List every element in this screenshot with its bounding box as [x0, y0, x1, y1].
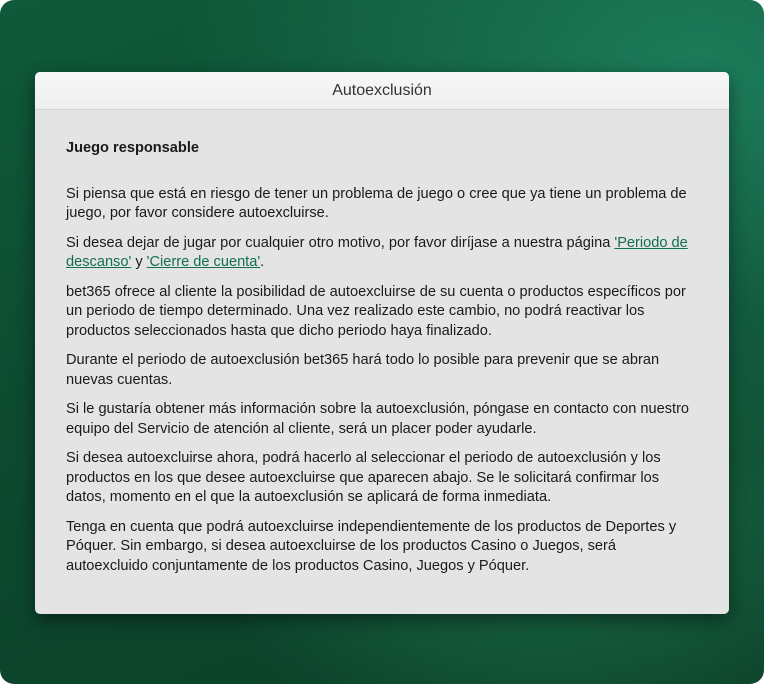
- paragraph-products-note: Tenga en cuenta que podrá autoexcluirse independientemente de los productos de Deportes y Póquer. Sin embargo, si desea autoexcluirse de los productos Casino o Juegos, será autoexcluido conjuntamente de los productos Casino, Juegos y Póquer.: [66, 518, 677, 574]
- dialog-title: Autoexclusión: [332, 81, 432, 99]
- paragraph-conjunction: y: [131, 254, 147, 270]
- paragraph-other-reasons-text: Si desea dejar de jugar por cualquier otro motivo, por favor diríjase a nuestra página: [66, 234, 615, 251]
- paragraph-contact: Si le gustaría obtener más información sobre la autoexclusión, póngase en contacto con nuestro equipo del Servicio de atención al cliente, será un placer poder ayudarle.: [66, 401, 690, 437]
- paragraph-self-exclude-now: Si desea autoexcluirse ahora, podrá hacerlo al seleccionar el periodo de autoexclusión y los productos en los que desee autoexcluirse que aparecen abajo. Se le solicitará confirmar los datos, momento en el que la autoexclusión se aplicará de forma inmediata.: [66, 450, 661, 505]
- self-exclusion-dialog: [35, 72, 729, 614]
- dialog-header: [35, 72, 729, 110]
- paragraph-other-reasons: [66, 234, 699, 273]
- account-closure-link[interactable]: 'Cierre de cuenta': [146, 254, 261, 270]
- paragraph-exclusion-period: Durante el periodo de autoexclusión bet365 hará todo lo posible para prevenir que se abran nuevas cuentas.: [66, 352, 660, 388]
- time-out-link[interactable]: 'Periodo de descanso': [66, 234, 688, 270]
- paragraph-period: .: [260, 254, 265, 270]
- paragraph-risk: Si piensa que está en riesgo de tener un problema de juego o cree que ya tiene un problema de juego, por favor considere autoexcluirse.: [66, 185, 687, 221]
- section-heading: Juego responsable: [66, 140, 200, 156]
- dialog-body: [35, 110, 729, 576]
- paragraph-offer: bet365 ofrece al cliente la posibilidad de autoexcluirse de su cuenta o productos específicos por un periodo de tiempo determinado. Una vez realizado este cambio, no podrá reactivar los productos seleccionados hasta que dicho periodo haya finalizado.: [66, 283, 686, 339]
